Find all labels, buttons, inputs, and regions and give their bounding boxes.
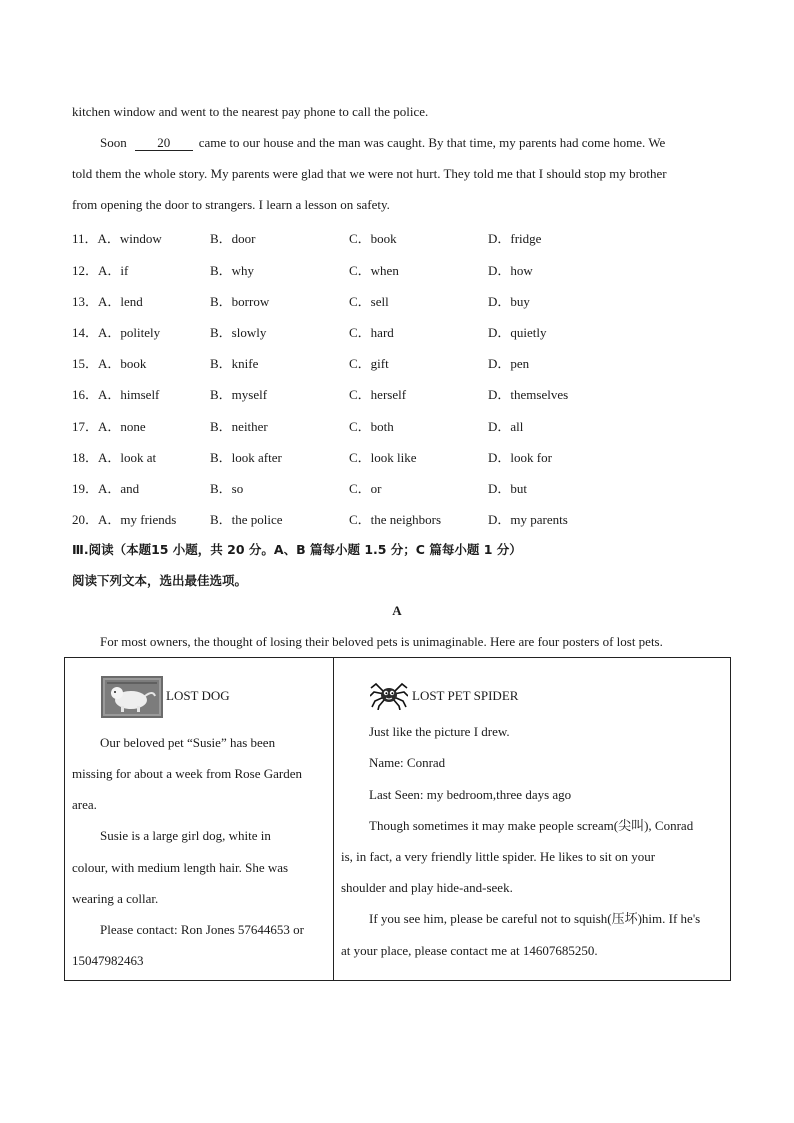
option-b: B．the police [210,512,283,527]
option-c: C．when [349,263,399,278]
spider-p1-line-2: is, in fact, a very friendly little spider. He likes to sit on your [341,849,656,864]
option-b: B．neither [210,419,268,434]
passage-line-4: from opening the door to strangers. I learn a lesson on safety. [72,197,390,212]
dog-p2-line-3: wearing a collar. [72,891,159,906]
passage-line-1: kitchen window and went to the nearest pay phone to call the police. [72,104,429,119]
question-12 [72,260,732,278]
spider-p2-line-1: If you see him, please be careful not to squish(压坏)him. If he's [369,911,701,926]
option-b: B．slowly [210,325,267,340]
question-17 [72,416,732,434]
option-c: C．both [349,419,394,434]
option-a: 13．A．lend [72,294,143,309]
option-a: 12．A．if [72,263,129,278]
dog-p3-line-1: Please contact: Ron Jones 57644653 or [100,922,304,937]
question-19 [72,478,732,496]
spider-line-2: Name: Conrad [369,755,446,770]
option-a: 19．A．and [72,481,140,496]
option-d: D．fridge [488,231,542,246]
spider-poster-title: LOST PET SPIDER [412,688,519,703]
option-c: C．the neighbors [349,512,442,527]
spider-drawing [370,680,408,710]
option-a: 20．A．my friends [72,512,177,527]
poster-lost-spider [334,658,731,981]
option-d: D．how [488,263,533,278]
option-c: C．look like [349,450,417,465]
option-b: B．knife [210,356,259,371]
reading-intro: For most owners, the thought of losing their beloved pets is unimaginable. Here are four posters of lost pets. [100,634,663,649]
dog-p2-line-2: colour, with medium length hair. She was [72,860,289,875]
option-b: B．so [210,481,244,496]
option-b: B．why [210,263,255,278]
option-c: C．sell [349,294,389,309]
question-13 [72,291,732,309]
part-label: A [392,603,402,618]
option-b: B．door [210,231,256,246]
dog-p1-line-1: Our beloved pet “Susie” has been [100,735,276,750]
option-b: B．borrow [210,294,270,309]
passage-line-2 [100,135,665,151]
question-20 [72,509,732,527]
spider-p1-line-1: Though sometimes it may make people scream(尖叫), Conrad [369,818,694,833]
poster-lost-dog [65,658,334,981]
option-d: D．all [488,419,524,434]
option-c: C．hard [349,325,394,340]
option-c: C．or [349,481,382,496]
question-14 [72,322,732,340]
question-16 [72,384,732,402]
option-d: D．buy [488,294,530,309]
dog-p1-line-3: area. [72,797,97,812]
option-b: B．myself [210,387,268,402]
dog-poster-title: LOST DOG [166,688,230,703]
option-d: D．themselves [488,387,569,402]
option-a: 14．A．politely [72,325,161,340]
section-instruction: 阅读下列文本，选出最佳选项。 [72,573,248,588]
option-a: 11．A．window [72,231,162,246]
option-d: D．quietly [488,325,547,340]
option-c: C．book [349,231,397,246]
dog-p1-line-2: missing for about a week from Rose Garden [72,766,302,781]
option-d: D．but [488,481,528,496]
option-a: 18．A．look at [72,450,157,465]
question-15 [72,353,732,371]
blank-20: 20 [135,136,193,151]
option-d: D．my parents [488,512,568,527]
spider-line-1: Just like the picture I drew. [369,724,510,739]
question-11 [72,228,732,246]
posters-table [64,657,731,981]
spider-p1-line-3: shoulder and play hide-and-seek. [341,880,513,895]
option-d: D．look for [488,450,552,465]
spider-p2-line-2: at your place, please contact me at 14607685250. [341,943,598,958]
dog-p2-line-1: Susie is a large girl dog, white in [100,828,271,843]
passage-line-3: told them the whole story. My parents were glad that we were not hurt. They told me that I should stop my brother [72,166,667,181]
dog-photo [101,676,163,718]
dog-p3-line-2: 15047982463 [72,953,144,968]
option-d: D．pen [488,356,530,371]
option-b: B．look after [210,450,282,465]
question-18 [72,447,732,465]
option-c: C．herself [349,387,407,402]
passage-line-2-pre: Soon [100,135,127,150]
spider-line-3: Last Seen: my bedroom,three days ago [369,787,572,802]
option-c: C．gift [349,356,389,371]
section-heading: Ⅲ.阅读（本题15 小题，共 20 分。A、B 篇每小题 1.5 分；C 篇每小题 1 分） [72,542,522,557]
passage-line-2-post: came to our house and the man was caught. By that time, my parents had come home. We [198,135,666,150]
option-a: 17．A．none [72,419,146,434]
option-a: 16．A．himself [72,387,160,402]
option-a: 15．A．book [72,356,147,371]
